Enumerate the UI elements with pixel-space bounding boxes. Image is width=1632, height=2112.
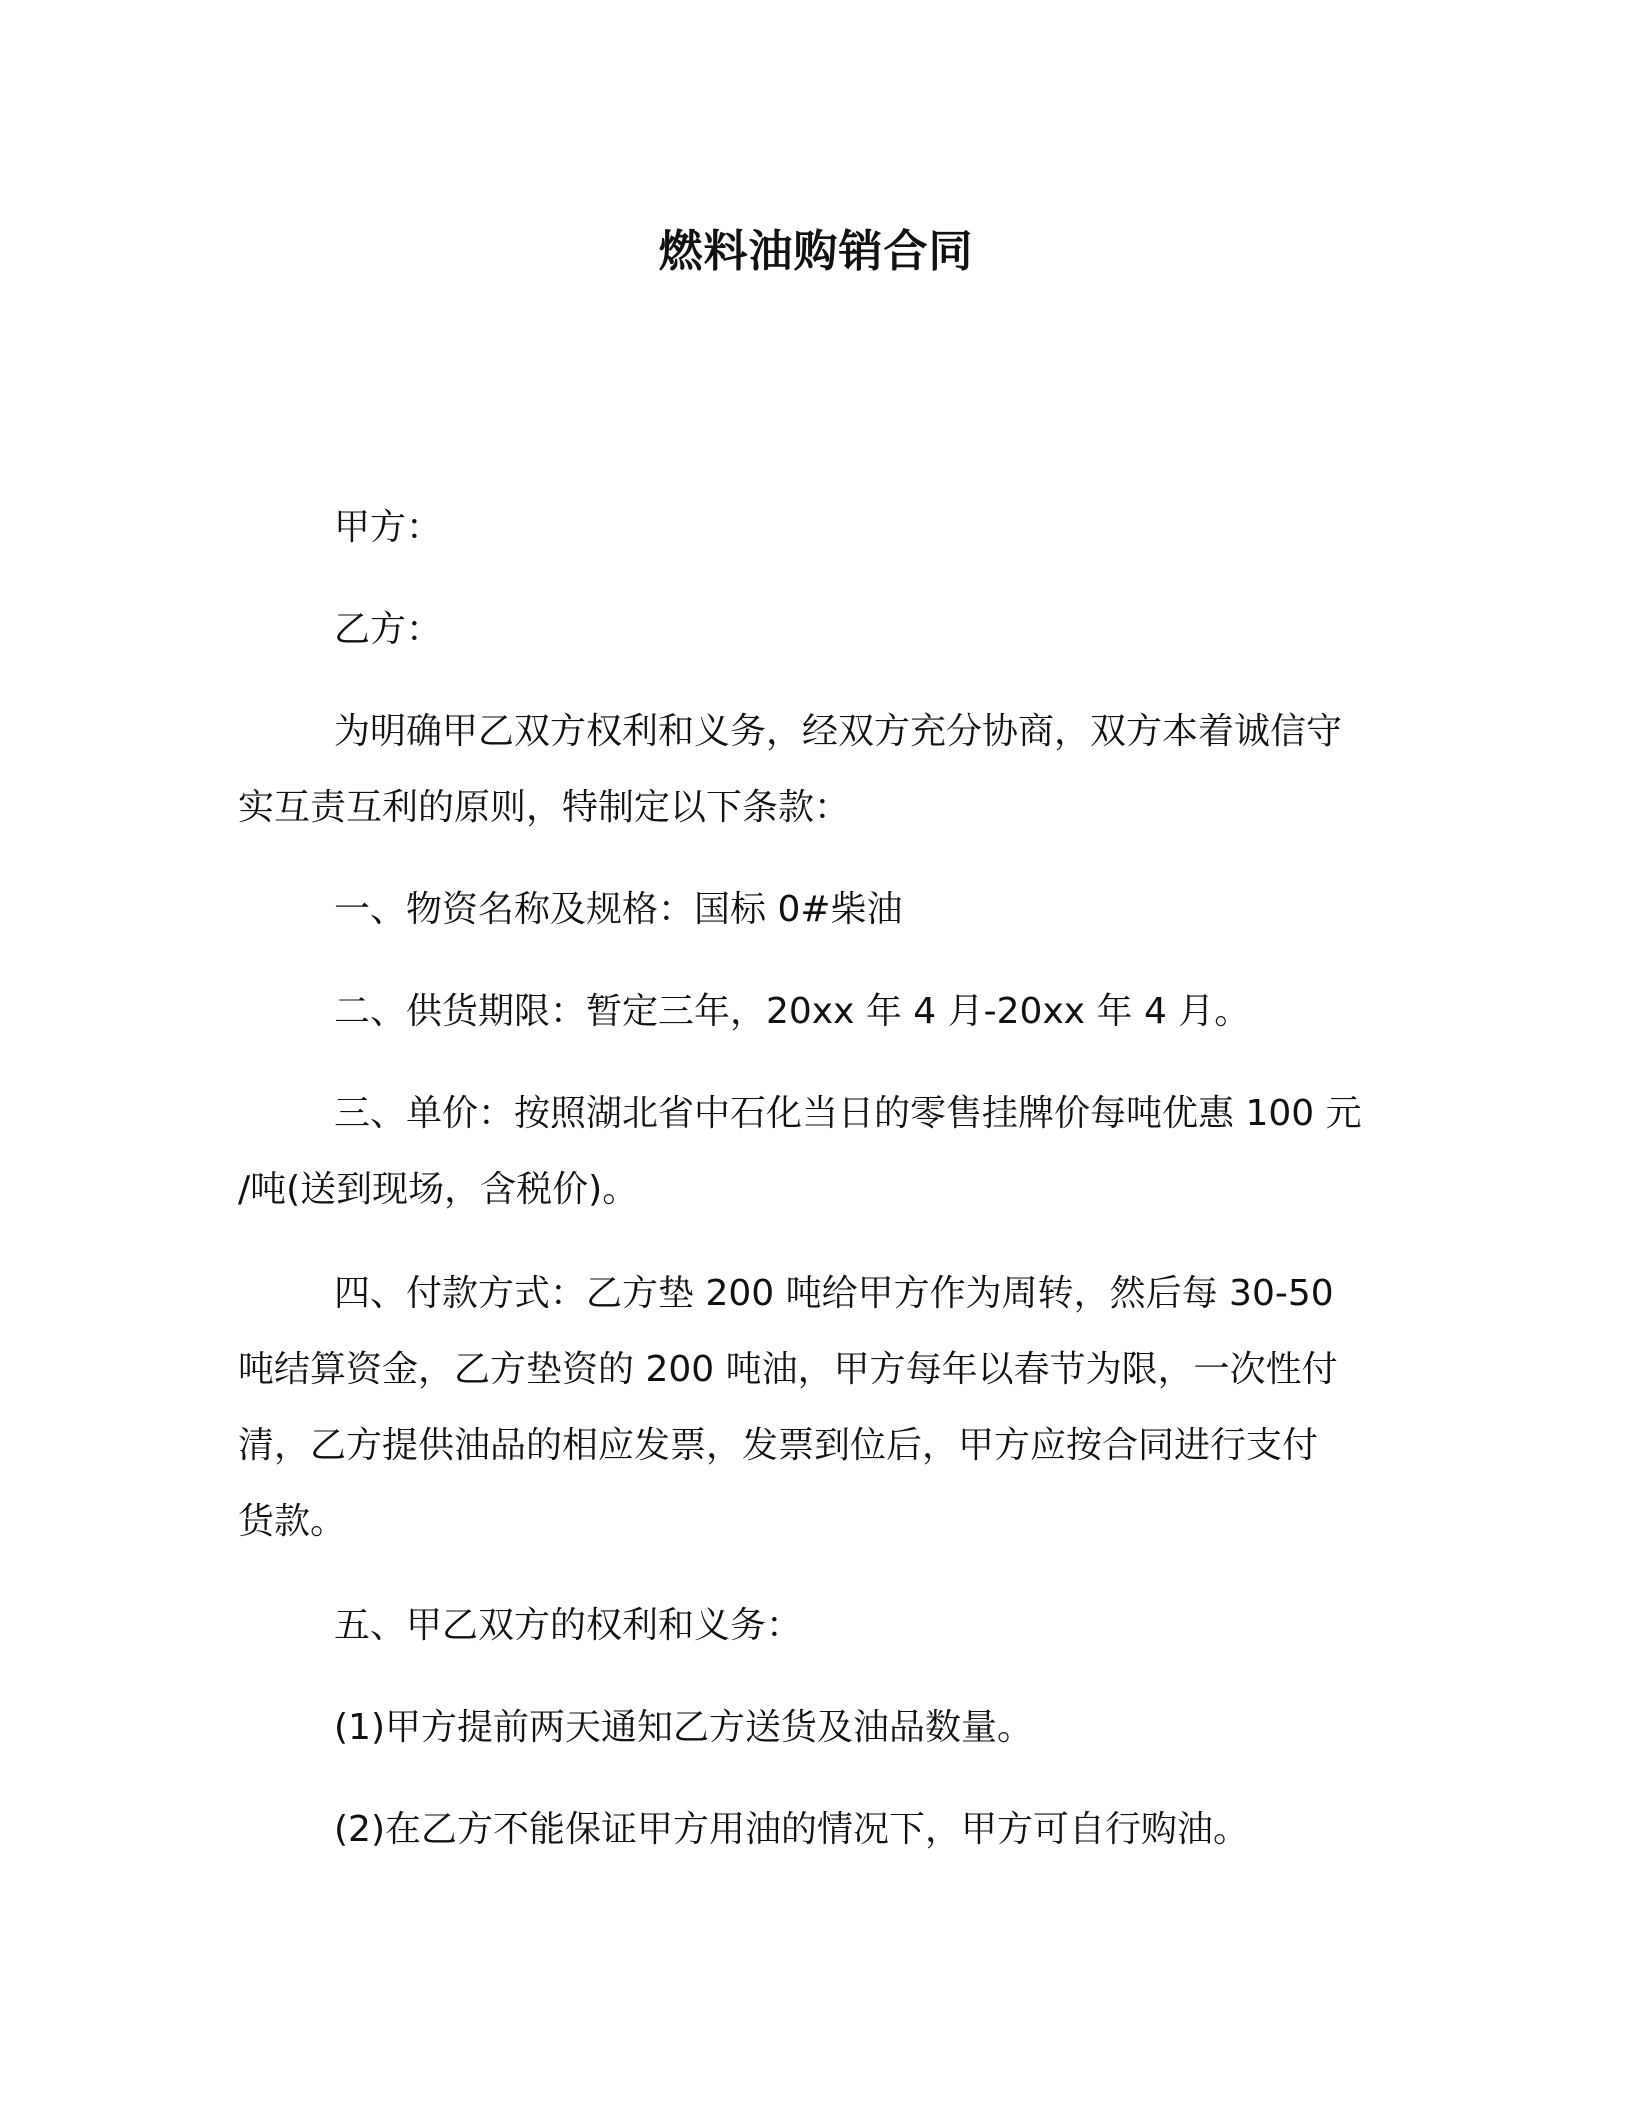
clause-1-text: 一、物资名称及规格：国标 0#柴油 — [334, 889, 903, 930]
clause-5-item-1 — [238, 1690, 1398, 1766]
clause-1 — [238, 872, 1398, 948]
clause-3-line-1: 三、单价：按照湖北省中石化当日的零售挂牌价每吨优惠 100 元 — [334, 1093, 1362, 1134]
clause-4 — [238, 1256, 1398, 1560]
clause-4-line-3: 清，乙方提供油品的相应发票，发票到位后，甲方应按合同进行支付 — [238, 1425, 1319, 1466]
clause-4-line-2: 吨结算资金，乙方垫资的 200 吨油，甲方每年以春节为限，一次性付 — [238, 1349, 1338, 1390]
party-b-line — [238, 592, 1398, 668]
party-a-label: 甲方： — [334, 507, 443, 548]
clause-4-line-4: 货款。 — [238, 1501, 347, 1542]
clause-2-text: 二、供货期限：暂定三年，20xx 年 4 月-20xx 年 4 月。 — [334, 991, 1251, 1032]
item-1-text: (1)甲方提前两天通知乙方送货及油品数量。 — [334, 1707, 1033, 1748]
clause-5-text: 五、甲乙双方的权利和义务： — [334, 1605, 803, 1646]
clause-4-line-1: 四、付款方式：乙方垫 200 吨给甲方作为周转，然后每 30-50 — [334, 1273, 1334, 1314]
clause-3 — [238, 1076, 1398, 1228]
party-b-label: 乙方： — [334, 609, 443, 650]
clause-2 — [238, 974, 1398, 1050]
intro-line-1: 为明确甲乙双方权利和义务，经双方充分协商，双方本着诚信守 — [334, 711, 1343, 752]
document-title: 燃料油购销合同 — [658, 226, 974, 277]
clause-3-line-2: /吨(送到现场，含税价)。 — [238, 1169, 639, 1210]
clause-5-item-2 — [238, 1792, 1398, 1868]
intro-paragraph — [238, 694, 1398, 846]
item-2-text: (2)在乙方不能保证甲方用油的情况下，甲方可自行购油。 — [334, 1809, 1249, 1850]
intro-line-2: 实互责互利的原则，特制定以下条款： — [238, 787, 851, 828]
party-a-line — [238, 490, 1398, 566]
clause-5 — [238, 1588, 1398, 1664]
